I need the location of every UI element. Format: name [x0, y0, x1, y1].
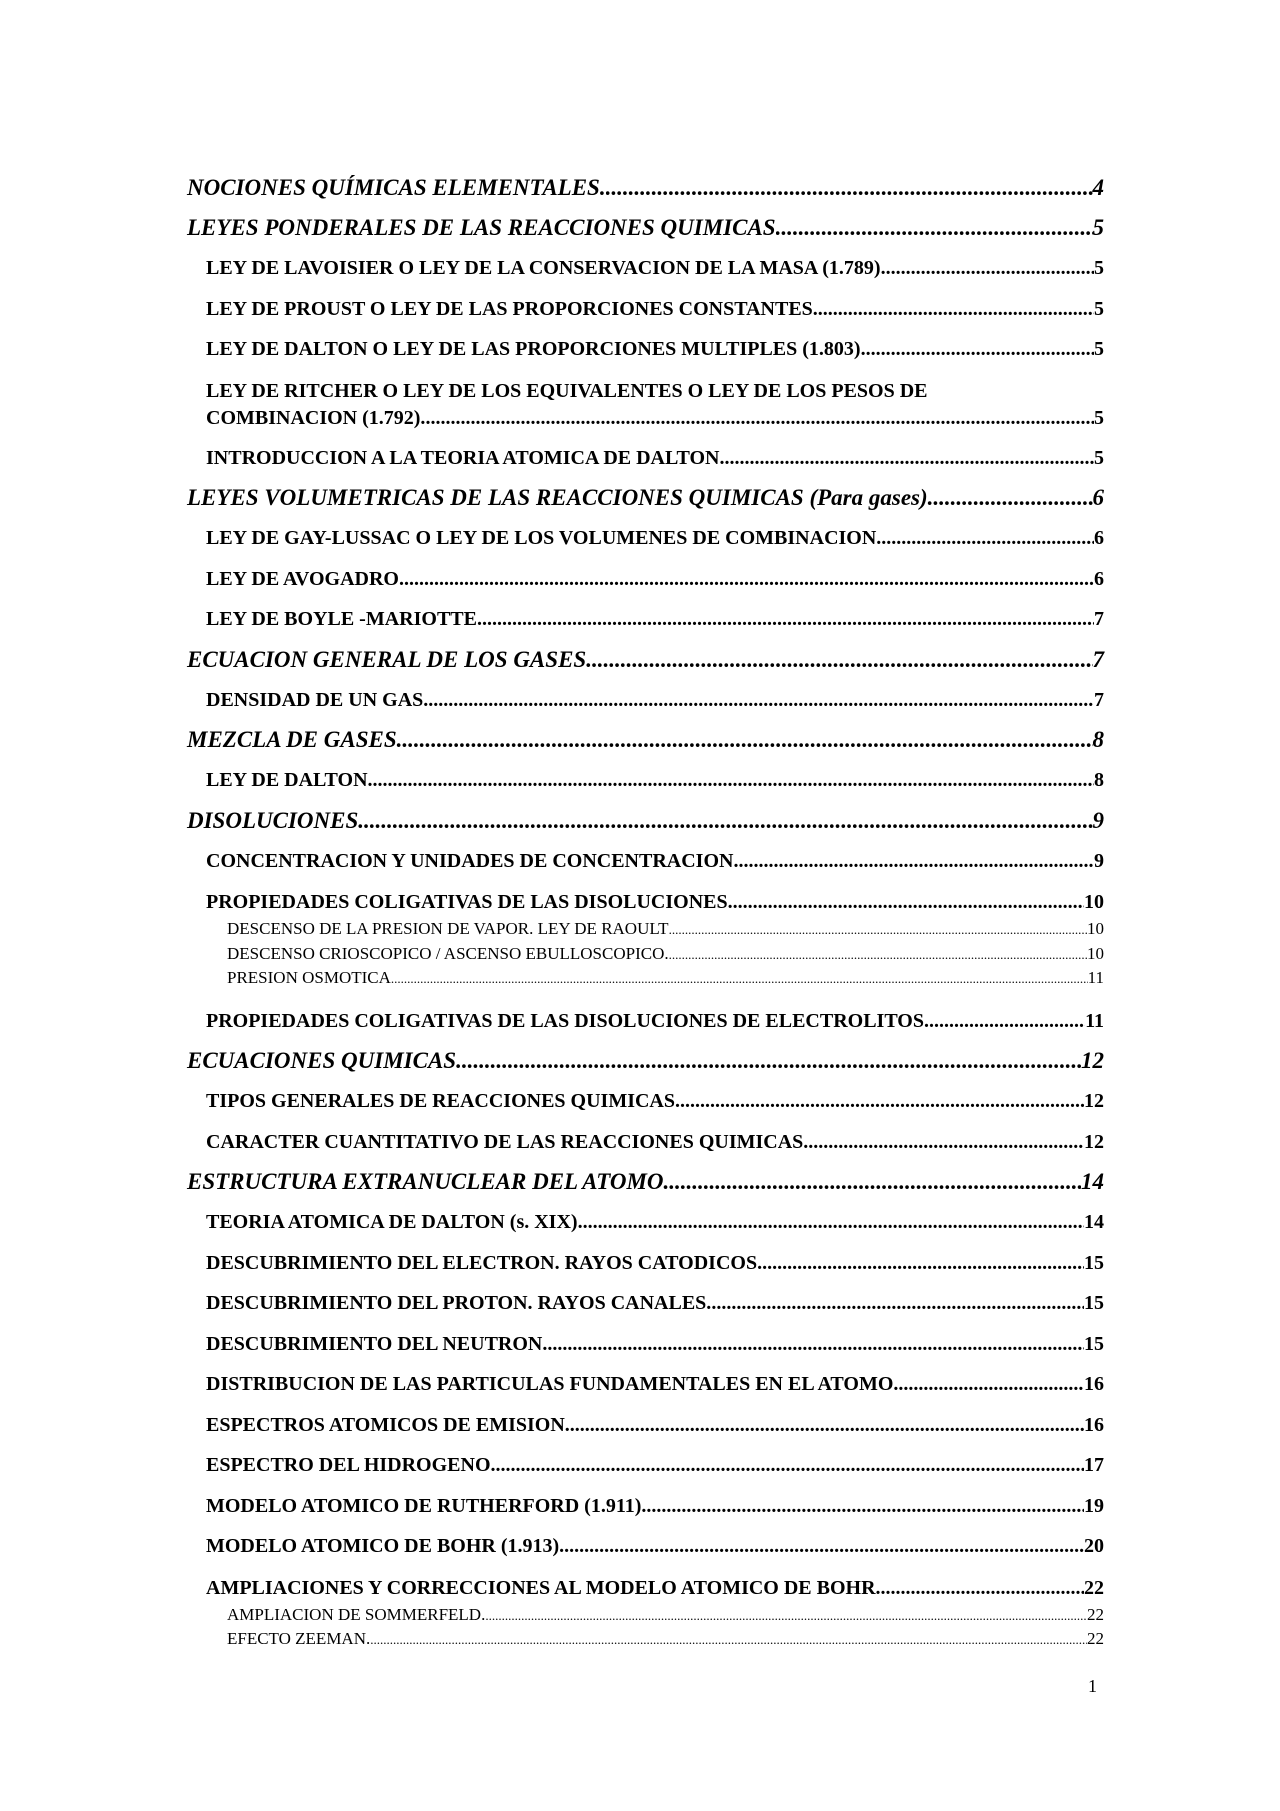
- toc-entry-page: 9: [1094, 849, 1104, 872]
- toc-entry-title: ECUACIONES QUIMICAS.: [187, 1048, 462, 1073]
- toc-entry[interactable]: [187, 329, 1104, 370]
- toc-entry-page: 22: [1087, 1629, 1104, 1648]
- toc-entry-page: 5: [1094, 257, 1104, 279]
- toc-entry[interactable]: [187, 289, 1104, 330]
- toc-entry[interactable]: [187, 760, 1104, 801]
- toc-entry[interactable]: [187, 1364, 1104, 1405]
- toc-entry-title: AMPLIACIONES Y CORRECCIONES AL MODELO ATOMICO DE BOHR: [206, 1576, 876, 1599]
- toc-entry-page: 22: [1084, 1576, 1104, 1599]
- toc-entry[interactable]: [187, 1324, 1104, 1365]
- toc-entry-title: MODELO ATOMICO DE RUTHERFORD (1.911).: [206, 1494, 647, 1517]
- toc-entry[interactable]: [187, 1081, 1104, 1122]
- toc-entry-title: LEY DE AVOGADRO.: [206, 567, 404, 590]
- toc-entry-title: AMPLIACION DE SOMMERFELD.: [227, 1604, 486, 1624]
- toc-entry[interactable]: [187, 1243, 1104, 1284]
- dot-leader: [547, 1324, 1084, 1365]
- toc-entry[interactable]: [187, 720, 1104, 760]
- toc-entry-title: DESCENSO DE LA PRESION DE VAPOR. LEY DE RAOULT: [227, 919, 669, 938]
- dot-leader: [929, 1001, 1085, 1042]
- toc-entry-title: LEY DE BOYLE -MARIOTTE.: [206, 608, 482, 630]
- toc-entry-title: NOCIONES QUÍMICAS ELEMENTALES.: [187, 175, 606, 200]
- dot-leader: [724, 438, 1094, 479]
- toc-entry-page: 5: [1094, 446, 1104, 469]
- dot-leader: [570, 1405, 1084, 1446]
- toc-entry-page: 14: [1084, 1211, 1104, 1233]
- dot-leader: [881, 518, 1094, 559]
- toc-entry[interactable]: [187, 966, 1104, 991]
- toc-entry[interactable]: [187, 208, 1104, 248]
- toc-entry[interactable]: [187, 518, 1104, 559]
- toc-entry[interactable]: [187, 640, 1104, 680]
- dot-leader: [564, 1526, 1084, 1567]
- toc-entry-page: 7: [1094, 608, 1104, 630]
- toc-entry-title: CONCENTRACION Y UNIDADES DE CONCENTRACION.: [206, 849, 739, 872]
- toc-entry-page: 7: [1094, 688, 1104, 711]
- dot-leader: [482, 599, 1094, 640]
- toc-entry-page: 15: [1084, 1251, 1104, 1274]
- dot-leader: [606, 168, 1093, 208]
- toc-entry-title: LEY DE DALTON O LEY DE LAS PROPORCIONES MULTIPLES (1.803): [206, 338, 861, 360]
- toc-entry-page: 16: [1084, 1413, 1104, 1436]
- toc-entry-title: DENSIDAD DE UN GAS.: [206, 688, 429, 711]
- toc-entry-page: 11: [1087, 968, 1104, 987]
- dot-leader: [881, 248, 1094, 289]
- toc-entry-title: DISOLUCIONES.: [187, 807, 365, 833]
- toc-entry-page: 5: [1094, 297, 1104, 320]
- page-number: 1: [1088, 1676, 1097, 1696]
- toc-entry-title: DESCUBRIMIENTO DEL ELECTRON. RAYOS CATODICOS.: [206, 1251, 763, 1274]
- dot-leader: [876, 1573, 1084, 1603]
- toc-entry-page: 10: [1084, 891, 1104, 913]
- toc-entry-page: 15: [1084, 1332, 1104, 1355]
- toc-entry[interactable]: [187, 1202, 1104, 1243]
- toc-entry[interactable]: [187, 1627, 1104, 1652]
- toc-entry-title: EFECTO ZEEMAN.: [227, 1629, 371, 1648]
- toc-entry[interactable]: [187, 1603, 1104, 1628]
- toc-entry-title: DESCUBRIMIENTO DEL NEUTRON.: [206, 1332, 548, 1355]
- dot-leader: [373, 760, 1094, 801]
- toc-entry[interactable]: [187, 1405, 1104, 1446]
- toc-entry-page: 14: [1081, 1169, 1104, 1194]
- toc-entry-title: DISTRIBUCION DE LAS PARTICULAS FUNDAMENTALES EN EL ATOMO.: [206, 1373, 899, 1395]
- toc-entry[interactable]: [187, 1445, 1104, 1486]
- toc-entry-title-line1: LEY DE RITCHER O LEY DE LOS EQUIVALENTES O LEY DE LOS PESOS DE: [206, 379, 928, 402]
- toc-entry-title: ECUACION GENERAL DE LOS GASES.: [187, 646, 592, 672]
- toc-entry-page: 12: [1081, 1048, 1104, 1073]
- toc-entry[interactable]: [187, 1001, 1104, 1042]
- toc-entry[interactable]: [187, 1526, 1104, 1567]
- toc-entry[interactable]: [187, 1162, 1104, 1202]
- dot-leader: [583, 1202, 1084, 1243]
- dot-leader: [592, 640, 1093, 680]
- toc-entry-page: 11: [1085, 1009, 1104, 1032]
- toc-entry[interactable]: [187, 942, 1104, 967]
- toc-entry-title: DESCUBRIMIENTO DEL PROTON. RAYOS CANALES.: [206, 1292, 712, 1314]
- toc-entry-page: 6: [1094, 527, 1104, 549]
- toc-entry-title: TEORIA ATOMICA DE DALTON (s. XIX).: [206, 1211, 583, 1233]
- toc-entry-title: TIPOS GENERALES DE REACCIONES QUIMICAS.: [206, 1090, 680, 1112]
- toc-entry-page: 9: [1092, 807, 1104, 833]
- toc-entry-title: MEZCLA DE GASES.: [187, 727, 403, 752]
- dot-leader: [733, 887, 1084, 917]
- toc-entry-page: 16: [1084, 1373, 1104, 1395]
- toc-entry-page: 12: [1084, 1090, 1104, 1112]
- dot-leader: [818, 289, 1094, 330]
- toc-entry-title: LEY DE LAVOISIER O LEY DE LA CONSERVACION DE LA MASA (1.789): [206, 257, 881, 279]
- dot-leader: [669, 1162, 1081, 1202]
- dot-leader: [762, 1243, 1084, 1284]
- toc-entry-page: 10: [1087, 943, 1104, 963]
- toc-entry-page: 7: [1092, 646, 1104, 672]
- toc-entry-title: LEYES VOLUMETRICAS DE LAS REACCIONES QUIMICAS (Para gases).: [187, 485, 934, 510]
- dot-leader: [370, 1628, 1087, 1653]
- toc-entry-page: 4: [1092, 175, 1104, 200]
- toc-entry-page: 22: [1087, 1604, 1104, 1624]
- toc-entry-page: 8: [1094, 769, 1104, 791]
- toc-entry[interactable]: [187, 887, 1104, 917]
- toc-entry-title: LEY DE DALTON.: [206, 769, 373, 791]
- toc-entry-page: 20: [1084, 1535, 1104, 1557]
- toc-entry[interactable]: [187, 1486, 1104, 1527]
- toc-entry[interactable]: [187, 801, 1104, 841]
- toc-entry[interactable]: [187, 1283, 1104, 1324]
- toc-entry-page: 5: [1094, 338, 1104, 360]
- dot-leader: [496, 1445, 1084, 1486]
- dot-leader: [776, 208, 1093, 248]
- toc-entry-page: 6: [1092, 485, 1104, 510]
- toc-entry-title: ESPECTRO DEL HIDROGENO.: [206, 1454, 496, 1476]
- toc-entry-page: 19: [1084, 1494, 1104, 1517]
- toc-entry-title: PROPIEDADES COLIGATIVAS DE LAS DISOLUCIONES DE ELECTROLITOS.: [206, 1009, 929, 1032]
- toc-entry-title: LEY DE GAY-LUSSAC O LEY DE LOS VOLUMENES DE COMBINACION.: [206, 527, 882, 549]
- dot-leader: [425, 405, 1094, 432]
- toc-entry-title: COMBINACION (1.792).: [206, 406, 426, 429]
- toc-entry-page: 17: [1084, 1454, 1104, 1476]
- toc-entry-page: 6: [1094, 567, 1104, 590]
- toc-entry-title: LEY DE PROUST O LEY DE LAS PROPORCIONES CONSTANTES.: [206, 297, 818, 320]
- dot-leader: [391, 967, 1088, 992]
- dot-leader: [462, 1041, 1081, 1081]
- toc-entry-multiline[interactable]: [187, 370, 1104, 438]
- toc-entry[interactable]: [187, 841, 1104, 882]
- toc-entry[interactable]: [187, 1122, 1104, 1163]
- dot-leader: [428, 680, 1094, 721]
- dot-leader: [485, 1604, 1087, 1629]
- toc-entry-page: 15: [1084, 1292, 1104, 1314]
- dot-leader: [646, 1486, 1084, 1527]
- toc-entry-title: DESCENSO CRIOSCOPICO / ASCENSO EBULLOSCOPICO.: [227, 943, 669, 963]
- dot-leader: [738, 841, 1094, 882]
- dot-leader: [404, 559, 1094, 600]
- toc-entry-page: 8: [1092, 727, 1104, 752]
- dot-leader: [669, 918, 1087, 943]
- dot-leader: [669, 943, 1087, 968]
- toc-entry-title: PRESION OSMOTICA: [227, 968, 391, 987]
- toc-entry-title: ESPECTROS ATOMICOS DE EMISION.: [206, 1413, 570, 1436]
- toc-entry[interactable]: [187, 917, 1104, 942]
- toc-entry[interactable]: [187, 248, 1104, 289]
- toc-entry[interactable]: [187, 1573, 1104, 1603]
- toc-entry[interactable]: [187, 438, 1104, 479]
- toc-entry-title: ESTRUCTURA EXTRANUCLEAR DEL ATOMO.: [187, 1169, 670, 1194]
- toc-entry[interactable]: [187, 559, 1104, 600]
- dot-leader: [933, 478, 1092, 518]
- toc-entry-title: LEYES PONDERALES DE LAS REACCIONES QUIMICAS: [187, 215, 776, 240]
- toc-entry[interactable]: [187, 478, 1104, 518]
- toc-entry-page: 5: [1092, 215, 1104, 240]
- toc-entry-page: 12: [1084, 1130, 1104, 1153]
- dot-leader: [364, 801, 1092, 841]
- dot-leader: [898, 1364, 1084, 1405]
- toc-entry[interactable]: [187, 168, 1104, 208]
- toc-entry-title: MODELO ATOMICO DE BOHR (1.913).: [206, 1535, 565, 1557]
- toc-entry[interactable]: [187, 599, 1104, 640]
- dot-leader: [861, 329, 1094, 370]
- dot-leader: [808, 1122, 1084, 1163]
- dot-leader: [402, 720, 1092, 760]
- toc-entry-title: INTRODUCCION A LA TEORIA ATOMICA DE DALTON.: [206, 446, 725, 469]
- dot-leader: [680, 1081, 1084, 1122]
- toc-entry-title: PROPIEDADES COLIGATIVAS DE LAS DISOLUCIONES.: [206, 891, 733, 913]
- toc-entry-page: 5: [1094, 406, 1104, 429]
- toc-entry-title: CARACTER CUANTITATIVO DE LAS REACCIONES QUIMICAS.: [206, 1130, 809, 1153]
- toc-entry[interactable]: [187, 1041, 1104, 1081]
- table-of-contents: [187, 168, 1104, 1652]
- toc-entry-page: 10: [1087, 919, 1104, 938]
- toc-entry[interactable]: [187, 680, 1104, 721]
- dot-leader: [711, 1283, 1084, 1324]
